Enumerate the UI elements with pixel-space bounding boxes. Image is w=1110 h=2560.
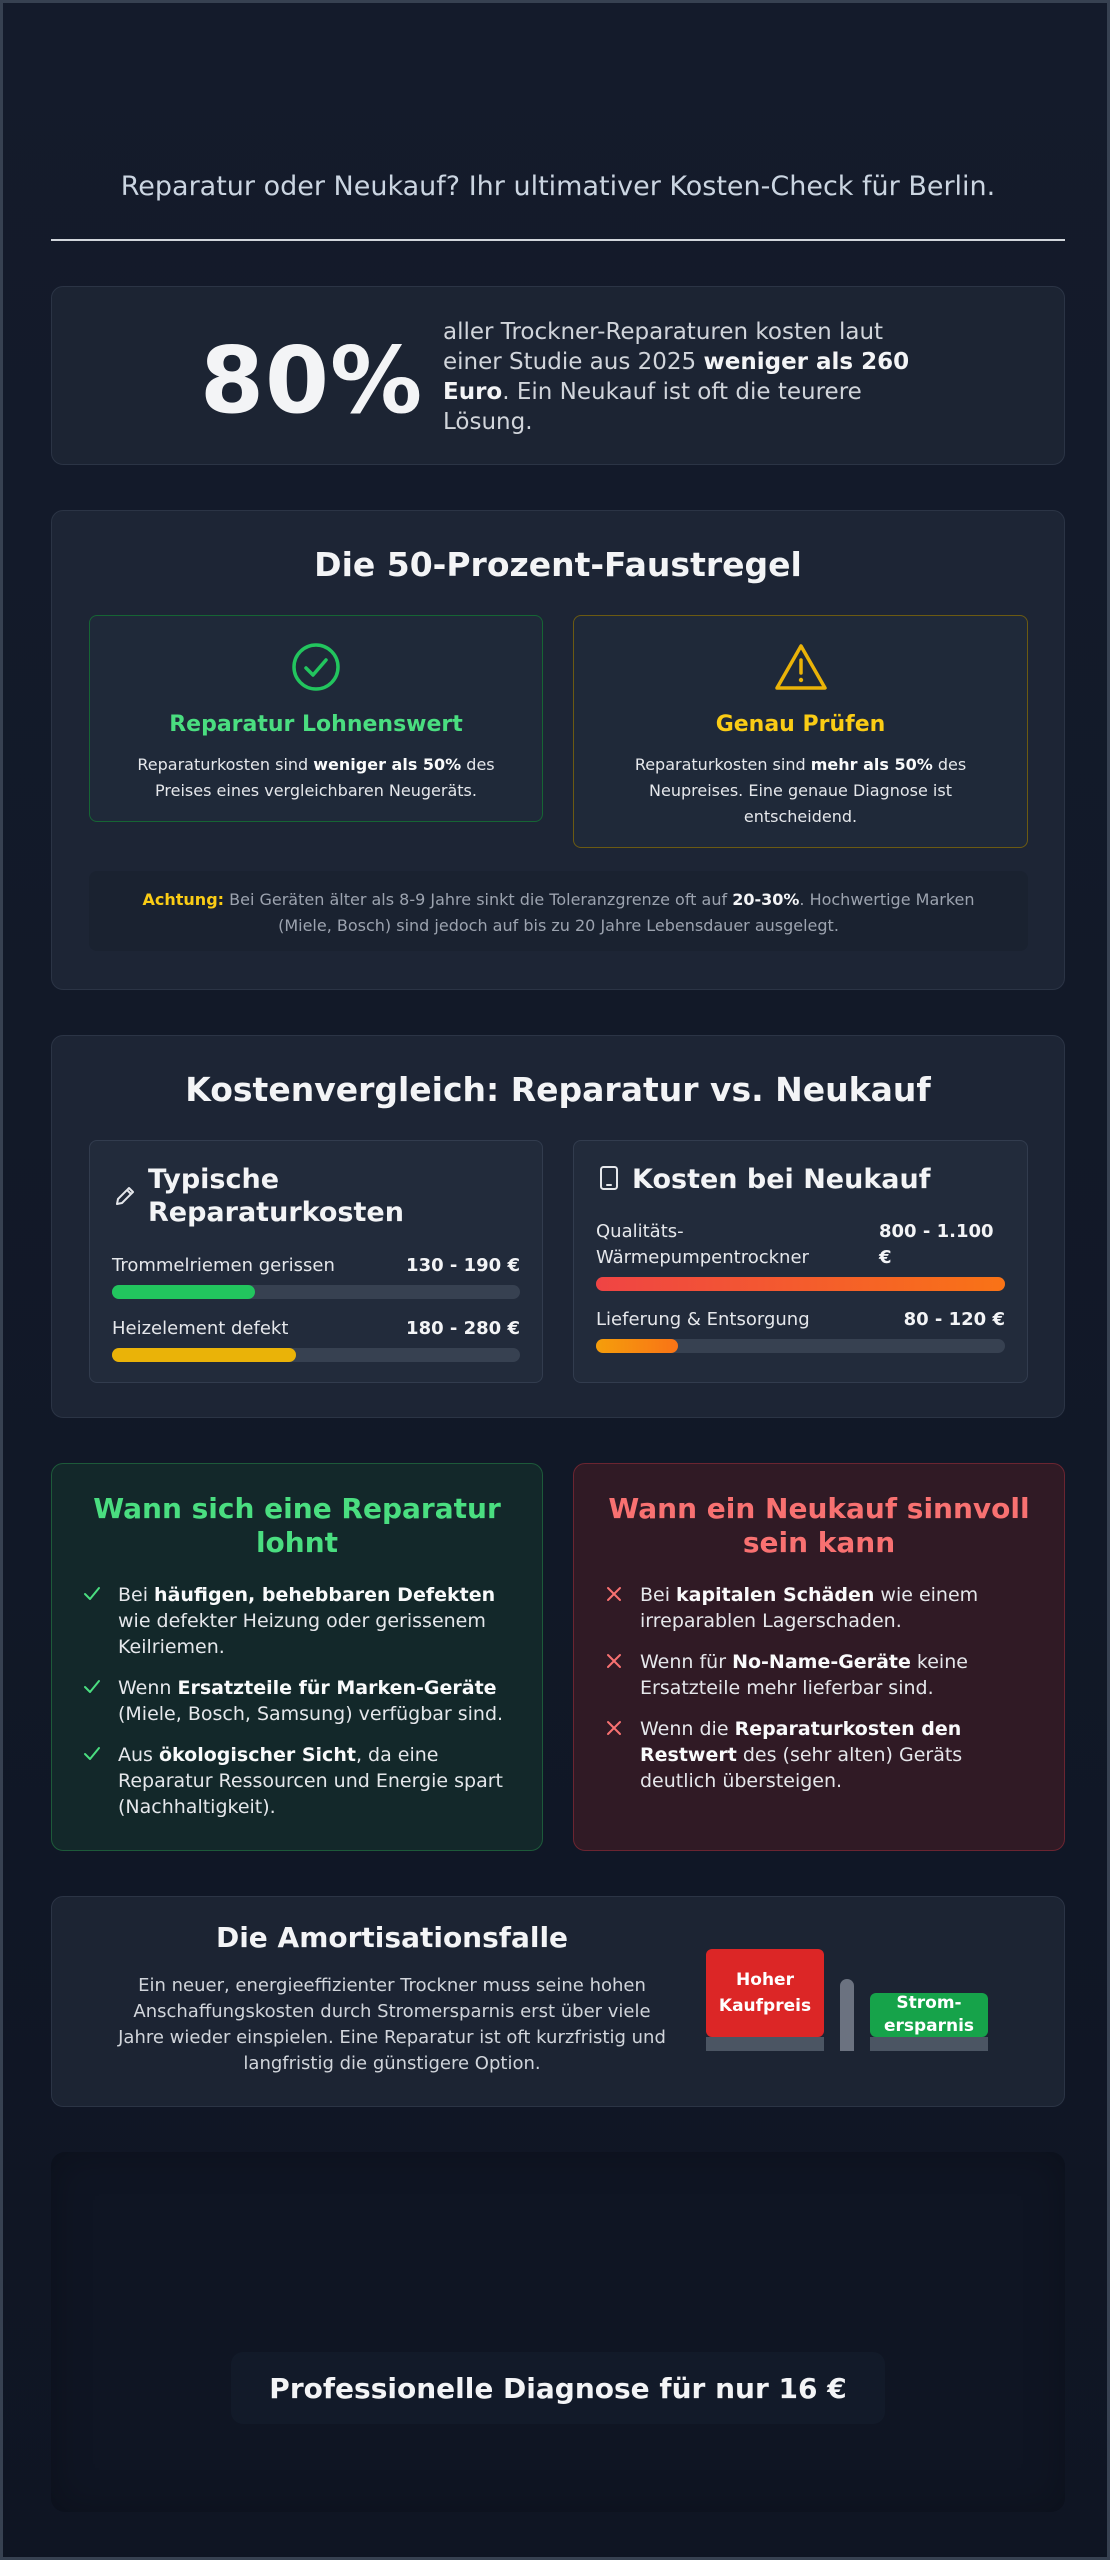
amortisation-text: Ein neuer, energieeffizienter Trockner muss seine hohen Anschaffungskosten durch Stromersparnis erst über viele Jahre wieder einspielen. Eine Reparatur ist oft kurzfristig und langfristig die günstigere Option.	[118, 1975, 666, 2074]
cost-bar-track	[112, 1348, 520, 1362]
age-note: Achtung: Bei Geräten älter als 8-9 Jahre sinkt die Toleranzgrenze oft auf 20-30%. Hochwertige Marken (Miele, Bosch) sind jedoch auf bis zu 20 Jahre Lebensdauer ausgelegt.	[89, 871, 1028, 951]
cost-bar-track	[596, 1339, 1005, 1353]
cost-value: 180 - 280 €	[406, 1318, 520, 1339]
rule-title: Die 50-Prozent-Faustregel	[314, 545, 802, 584]
stat-text: aller Trockner-Reparaturen kosten laut einer Studie aus 2025 weniger als 260 Euro. Ein Neukauf ist oft die teurere Lösung.	[443, 319, 910, 435]
amortisation-section	[51, 1896, 1065, 2107]
check-carefully-title: Genau Prüfen	[715, 712, 886, 737]
weight-high-price: Hoher Kaufpreis	[706, 1949, 824, 2037]
cost-value: 800 - 1.100 €	[879, 1221, 994, 1268]
divider	[51, 239, 1065, 241]
when-new-title: Wann ein Neukauf sinnvoll sein kann	[608, 1492, 1030, 1559]
cost-bar-fill	[596, 1339, 678, 1353]
cost-label: Heizelement defekt	[112, 1318, 289, 1339]
page-title: Reparatur oder Neukauf? Ihr ultimativer Kosten-Check für Berlin.	[120, 171, 996, 202]
check-icon	[82, 1584, 102, 1611]
rule-section	[51, 510, 1065, 990]
cost-bar-fill	[112, 1285, 255, 1299]
when-repair-card	[51, 1463, 543, 1851]
check-icon	[82, 1744, 102, 1771]
cross-icon	[604, 1718, 624, 1745]
cost-bar-fill	[596, 1277, 1005, 1291]
repair-worth-text: Reparaturkosten sind weniger als 50% des Preises eines vergleichbaren Neugeräts.	[137, 755, 495, 800]
check-carefully-box	[573, 615, 1028, 848]
amortisation-title: Die Amortisationsfalle	[215, 1921, 569, 1954]
cost-comparison-section	[51, 1035, 1065, 1418]
scale-post	[840, 1979, 854, 2051]
cta-section	[51, 2152, 1065, 2512]
cost-label: Lieferung & Entsorgung	[596, 1309, 810, 1330]
cost-label: Qualitäts-Wärmepumpentrockner	[596, 1221, 809, 1268]
check-icon	[82, 1677, 102, 1704]
repair-worth-title: Reparatur Lohnenswert	[169, 712, 463, 737]
repair-costs-title: Typische Reparaturkosten	[148, 1164, 404, 1228]
comparison-title: Kostenvergleich: Reparatur vs. Neukauf	[185, 1070, 931, 1109]
repair-worth-box	[89, 615, 543, 822]
list-item: Wenn für No-Name-Geräte keine Ersatzteile mehr lieferbar sind.	[640, 1649, 1042, 1701]
cost-bar-track	[112, 1285, 520, 1299]
cross-icon	[604, 1584, 624, 1611]
warning-triangle-icon	[774, 642, 828, 696]
cross-icon	[604, 1651, 624, 1678]
new-costs-box	[573, 1140, 1028, 1383]
stat-number: 80%	[200, 327, 424, 434]
new-costs-title: Kosten bei Neukauf	[632, 1164, 931, 1195]
cost-value: 130 - 190 €	[406, 1255, 520, 1276]
cost-label: Trommelriemen gerissen	[112, 1255, 335, 1276]
pencil-icon	[114, 1185, 136, 1211]
list-item: Wenn die Reparaturkosten den Restwert des (sehr alten) Geräts deutlich übersteigen.	[640, 1716, 1042, 1794]
when-new-card	[573, 1463, 1065, 1851]
cost-value: 80 - 120 €	[903, 1309, 1005, 1330]
repair-costs-box	[89, 1140, 543, 1383]
scale-plate-right	[870, 2037, 988, 2051]
stat-card	[51, 286, 1065, 465]
weight-savings: Strom-ersparnis	[870, 1993, 988, 2037]
list-item: Aus ökologischer Sicht, da eine Reparatur Ressourcen und Energie spart (Nachhaltigkeit).	[118, 1742, 520, 1820]
list-item: Bei häufigen, behebbaren Defekten wie defekter Heizung oder gerissenem Keilriemen.	[118, 1582, 520, 1660]
check-circle-icon	[291, 642, 341, 696]
when-repair-title: Wann sich eine Reparatur lohnt	[93, 1492, 501, 1559]
diagnosis-button[interactable]: Professionelle Diagnose für nur 16 €	[231, 2352, 885, 2424]
list-item: Bei kapitalen Schäden wie einem irreparablen Lagerschaden.	[640, 1582, 1042, 1634]
list-item: Wenn Ersatzteile für Marken-Geräte (Miele, Bosch, Samsung) verfügbar sind.	[118, 1675, 520, 1727]
check-carefully-text: Reparaturkosten sind mehr als 50% des Neupreises. Eine genaue Diagnose ist entscheidend.	[634, 755, 967, 826]
cost-bar-fill	[112, 1348, 296, 1362]
scale-plate-left	[706, 2037, 824, 2051]
cost-bar-track	[596, 1277, 1005, 1291]
tablet-icon	[598, 1165, 620, 1195]
